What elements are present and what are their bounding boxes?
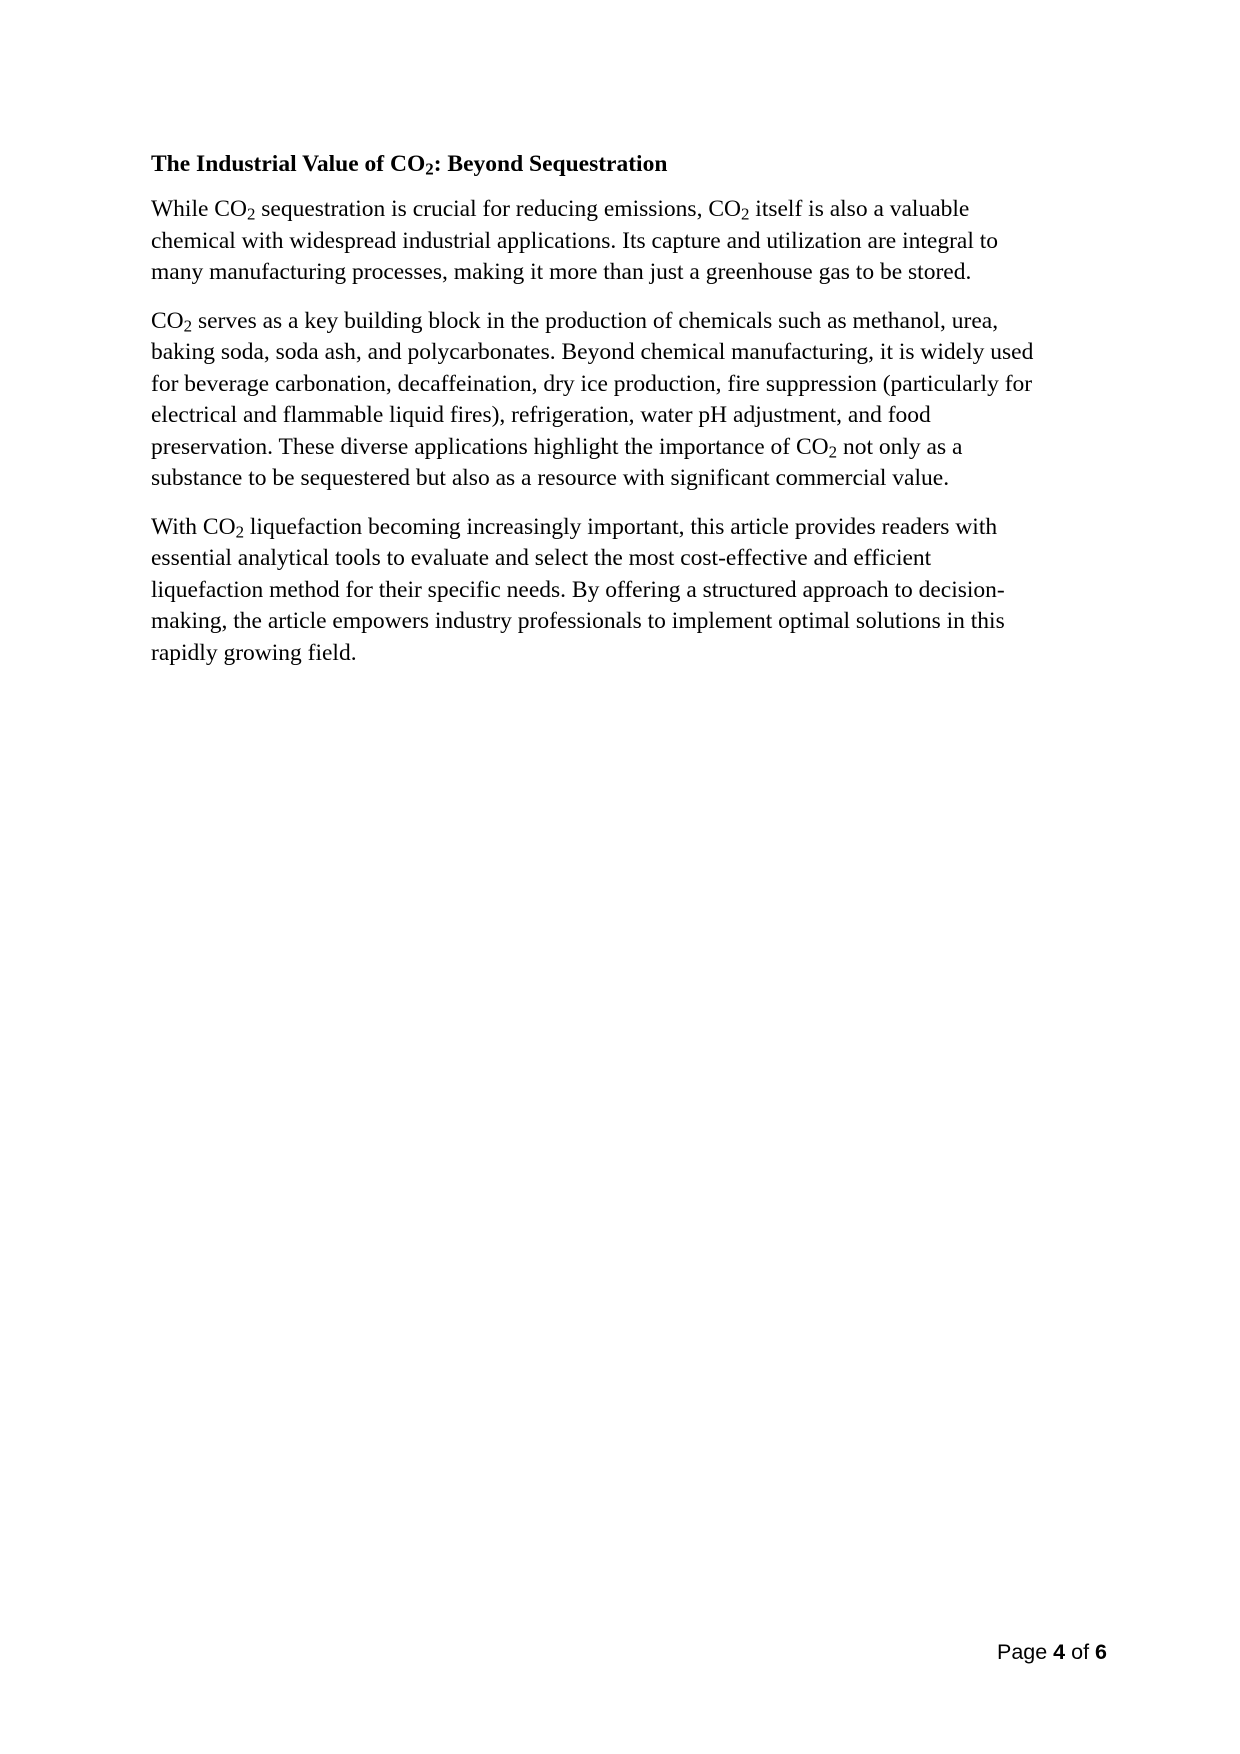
- paragraph-line: [151, 512, 1111, 544]
- text-run: making, the article empowers industry professionals to implement optimal solutions in this: [151, 608, 1005, 634]
- current-page-number: 4: [1053, 1640, 1066, 1664]
- text-run: serves as a key building block in the production of chemicals such as methanol, urea,: [192, 307, 999, 334]
- text-run: While CO: [151, 196, 247, 222]
- subscript: 2: [235, 522, 245, 542]
- paragraph-line: [151, 606, 1111, 638]
- text-run: substance to be sequestered but also as a resource with significant commercial value.: [151, 465, 950, 491]
- text-run: essential analytical tools to evaluate and select the most cost-effective and efficient: [151, 545, 932, 571]
- paragraph-line: [151, 194, 1111, 226]
- body-paragraph: [151, 512, 1111, 670]
- total-pages-number: 6: [1095, 1640, 1107, 1664]
- text-run: sequestration is crucial for reducing emissions, CO: [255, 196, 741, 222]
- paragraph-line: [151, 463, 1111, 495]
- subscript: 2: [828, 442, 838, 462]
- paragraph-line: [151, 543, 1111, 575]
- page-label: Page: [996, 1640, 1054, 1664]
- text-run: liquefaction method for their specific needs. By offering a structured approach to decision-: [151, 576, 1005, 603]
- paragraph-line: [151, 575, 1111, 607]
- text-run: for beverage carbonation, decaffeination, dry ice production, fire suppression (particularly for: [151, 370, 1033, 397]
- text-run: many manufacturing processes, making it more than just a greenhouse gas to be stored.: [151, 259, 972, 285]
- page-number-footer: [997, 1638, 1107, 1666]
- text-run: electrical and flammable liquid fires), refrigeration, water pH adjustment, and food: [151, 402, 931, 428]
- heading-text-end: : Beyond Sequestration: [433, 151, 668, 177]
- text-run: not only as a: [837, 433, 963, 460]
- text-run: baking soda, soda ash, and polycarbonates. Beyond chemical manufacturing, it is widely used: [151, 339, 1034, 365]
- document-body: [151, 148, 1111, 686]
- section-heading: [151, 148, 1111, 180]
- paragraph-line: [151, 638, 1111, 670]
- paragraph-line: [151, 400, 1111, 432]
- text-run: rapidly growing field.: [151, 639, 357, 666]
- subscript: 2: [183, 316, 193, 336]
- text-run: liquefaction becoming increasingly important, this article provides readers with: [244, 513, 998, 540]
- text-run: itself is also a valuable: [749, 196, 970, 222]
- paragraph-line: [151, 226, 1111, 258]
- heading-subscript: 2: [425, 159, 434, 179]
- text-run: With CO: [151, 513, 236, 540]
- body-paragraph: [151, 194, 1111, 289]
- paragraphs-container: [151, 194, 1111, 669]
- paragraph-line: [151, 306, 1111, 338]
- text-run: CO: [151, 307, 184, 334]
- of-label: of: [1065, 1640, 1096, 1664]
- subscript: 2: [740, 204, 750, 224]
- paragraph-line: [151, 432, 1111, 464]
- subscript: 2: [246, 204, 256, 224]
- paragraph-line: [151, 369, 1111, 401]
- paragraph-line: [151, 337, 1111, 369]
- paragraph-line: [151, 257, 1111, 289]
- text-run: chemical with widespread industrial applications. Its capture and utilization are integral to: [151, 227, 999, 254]
- body-paragraph: [151, 306, 1111, 495]
- heading-text-start: The Industrial Value of CO: [151, 151, 426, 177]
- text-run: preservation. These diverse applications highlight the importance of CO: [151, 433, 829, 460]
